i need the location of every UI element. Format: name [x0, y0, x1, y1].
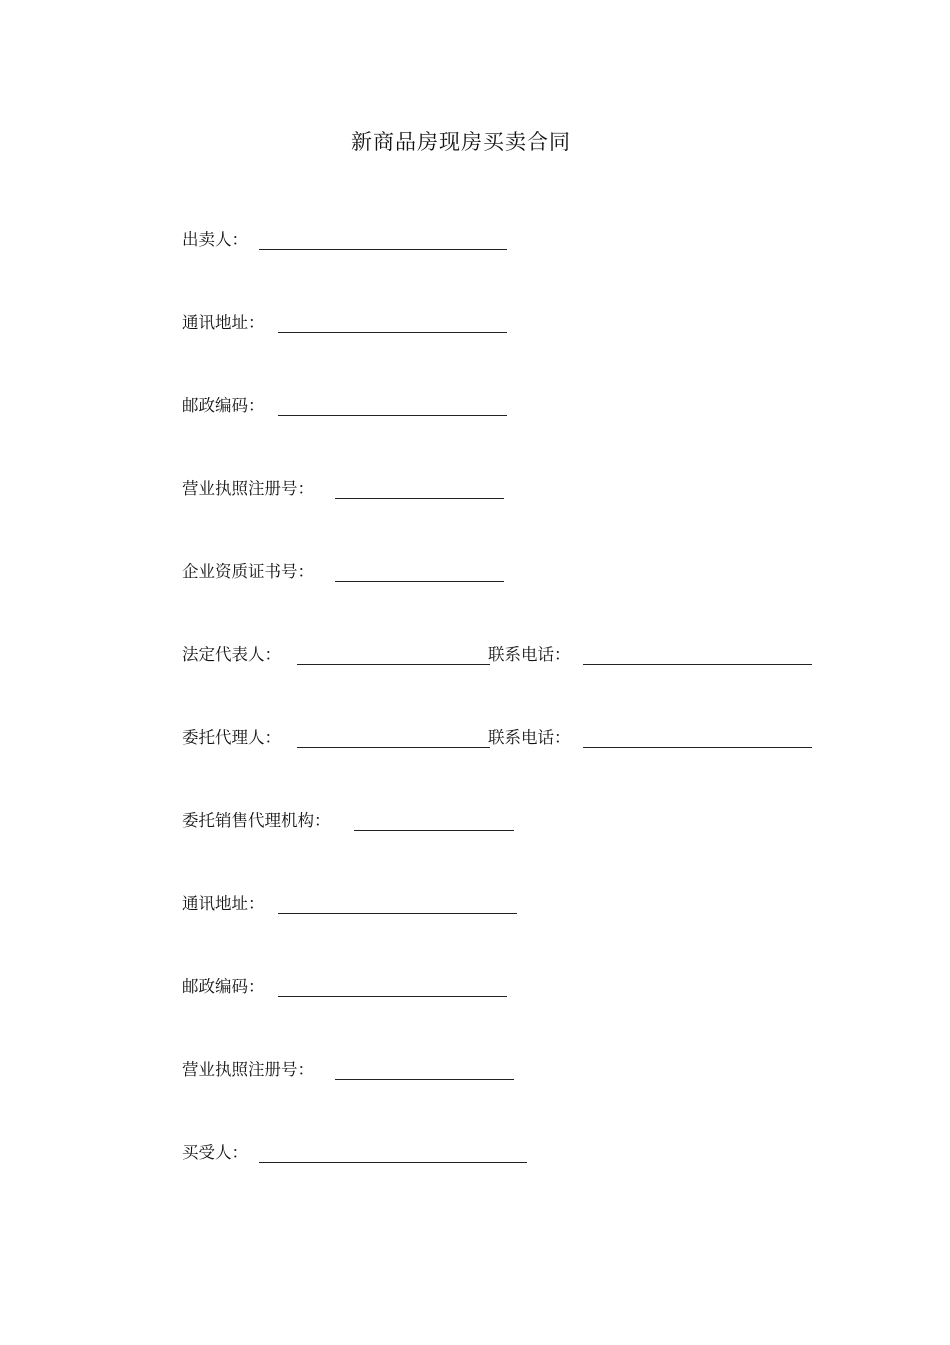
legal-rep-phone-label: 联系电话：: [488, 645, 571, 664]
legal-rep-label: 法定代表人：: [182, 645, 281, 664]
agency-postcode-blank[interactable]: [278, 996, 507, 997]
business-license-label: 营业执照注册号：: [182, 479, 314, 498]
buyer-label: 买受人：: [182, 1143, 248, 1162]
document-title: 新商品房现房买卖合同: [351, 130, 571, 154]
buyer-blank[interactable]: [259, 1162, 527, 1163]
legal-rep-row: [182, 643, 822, 671]
legal-rep-blank[interactable]: [297, 664, 490, 665]
seller-address-label: 通讯地址：: [182, 313, 265, 332]
seller-address-blank[interactable]: [278, 332, 507, 333]
agency-postcode-label: 邮政编码：: [182, 977, 265, 996]
seller-postcode-label: 邮政编码：: [182, 396, 265, 415]
qualification-cert-label: 企业资质证书号：: [182, 562, 314, 581]
agency-business-license-blank[interactable]: [335, 1079, 514, 1080]
legal-rep-phone-blank[interactable]: [583, 664, 812, 665]
business-license-blank[interactable]: [335, 498, 504, 499]
entrusted-agent-row: [182, 726, 822, 754]
sales-agency-label: 委托销售代理机构：: [182, 811, 331, 830]
sales-agency-blank[interactable]: [354, 830, 514, 831]
entrusted-agent-blank[interactable]: [297, 747, 490, 748]
entrusted-agent-phone-label: 联系电话：: [488, 728, 571, 747]
agency-business-license-label: 营业执照注册号：: [182, 1060, 314, 1079]
seller-label: 出卖人：: [182, 230, 248, 249]
agency-address-label: 通讯地址：: [182, 894, 265, 913]
qualification-cert-blank[interactable]: [335, 581, 504, 582]
entrusted-agent-label: 委托代理人：: [182, 728, 281, 747]
seller-blank[interactable]: [259, 249, 507, 250]
agency-address-blank[interactable]: [278, 913, 517, 914]
seller-postcode-blank[interactable]: [278, 415, 507, 416]
entrusted-agent-phone-blank[interactable]: [583, 747, 812, 748]
